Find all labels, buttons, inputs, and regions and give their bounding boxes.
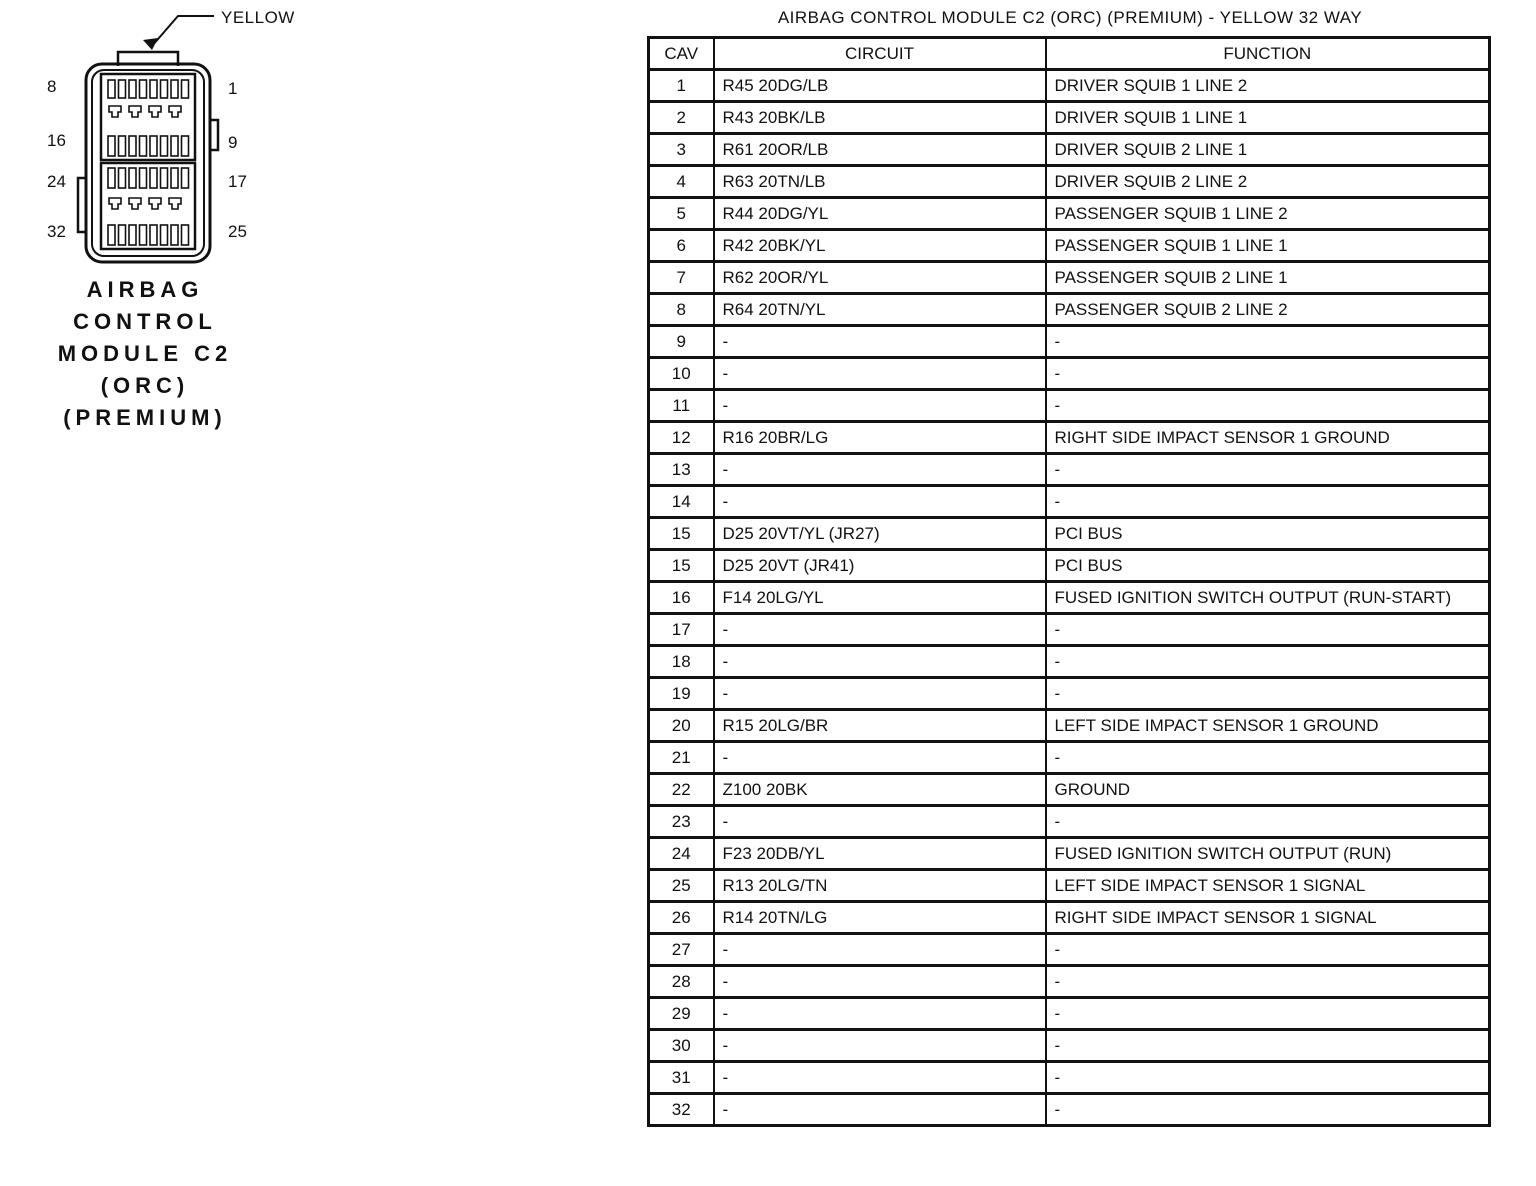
cav-cell: 8 (649, 294, 714, 326)
terminal-cavity (108, 136, 115, 156)
terminal-latch (129, 106, 141, 117)
function-cell: DRIVER SQUIB 2 LINE 2 (1046, 166, 1490, 198)
cav-cell: 15 (649, 550, 714, 582)
function-cell: PASSENGER SQUIB 2 LINE 2 (1046, 294, 1490, 326)
cav-cell: 9 (649, 326, 714, 358)
cav-cell: 22 (649, 774, 714, 806)
cav-cell: 29 (649, 998, 714, 1030)
terminal-cavity (129, 80, 136, 98)
connector-diagram (0, 0, 330, 440)
table-row (649, 966, 1490, 998)
table-row (649, 998, 1490, 1030)
function-cell: - (1046, 646, 1490, 678)
terminal-cavity (171, 168, 178, 188)
circuit-cell: - (714, 358, 1046, 390)
terminal-cavity (161, 136, 168, 156)
module-title-line: MODULE C2 (57, 341, 233, 366)
module-title-line: CONTROL (73, 309, 217, 334)
terminal-cavity (171, 136, 178, 156)
cav-cell: 12 (649, 422, 714, 454)
circuit-cell: R62 20OR/YL (714, 262, 1046, 294)
cav-cell: 10 (649, 358, 714, 390)
circuit-cell: R14 20TN/LG (714, 902, 1046, 934)
table-row (649, 230, 1490, 262)
pin-label-1: 1 (228, 79, 238, 98)
cav-cell: 7 (649, 262, 714, 294)
circuit-cell: - (714, 614, 1046, 646)
circuit-cell: R44 20DG/YL (714, 198, 1046, 230)
table-row (649, 1030, 1490, 1062)
table-row (649, 774, 1490, 806)
cav-cell: 6 (649, 230, 714, 262)
terminal-cavity (182, 168, 189, 188)
table-row (649, 518, 1490, 550)
function-cell: - (1046, 966, 1490, 998)
function-cell: - (1046, 934, 1490, 966)
cav-cell: 24 (649, 838, 714, 870)
circuit-cell: - (714, 646, 1046, 678)
circuit-cell: - (714, 326, 1046, 358)
circuit-cell: - (714, 1094, 1046, 1126)
pin-label-24: 24 (47, 172, 66, 191)
terminal-cavity (150, 225, 157, 245)
table-row (649, 102, 1490, 134)
circuit-cell: R63 20TN/LB (714, 166, 1046, 198)
terminal-cavity (150, 168, 157, 188)
circuit-cell: F23 20DB/YL (714, 838, 1046, 870)
terminal-cavity (129, 225, 136, 245)
circuit-cell: R45 20DG/LB (714, 70, 1046, 102)
function-cell: - (1046, 390, 1490, 422)
function-cell: LEFT SIDE IMPACT SENSOR 1 SIGNAL (1046, 870, 1490, 902)
function-cell: PCI BUS (1046, 550, 1490, 582)
table-row (649, 422, 1490, 454)
function-cell: DRIVER SQUIB 2 LINE 1 (1046, 134, 1490, 166)
table-row (649, 454, 1490, 486)
terminal-latch (149, 106, 161, 117)
circuit-cell: R13 20LG/TN (714, 870, 1046, 902)
table-row (649, 614, 1490, 646)
table-row (649, 294, 1490, 326)
table-row (649, 870, 1490, 902)
terminal-cavity (161, 225, 168, 245)
cav-cell: 14 (649, 486, 714, 518)
terminal-cavity (150, 136, 157, 156)
function-cell: FUSED IGNITION SWITCH OUTPUT (RUN-START) (1046, 582, 1490, 614)
table-row (649, 710, 1490, 742)
circuit-cell: Z100 20BK (714, 774, 1046, 806)
cav-cell: 25 (649, 870, 714, 902)
module-title-line: AIRBAG (86, 277, 204, 302)
table-header-row (649, 38, 1490, 70)
circuit-cell: - (714, 390, 1046, 422)
table-row (649, 390, 1490, 422)
function-cell: - (1046, 806, 1490, 838)
pin-label-8: 8 (47, 77, 57, 96)
circuit-cell: - (714, 806, 1046, 838)
function-cell: - (1046, 1094, 1490, 1126)
terminal-cavity (140, 136, 147, 156)
function-cell: - (1046, 326, 1490, 358)
function-cell: DRIVER SQUIB 1 LINE 2 (1046, 70, 1490, 102)
circuit-cell: R42 20BK/YL (714, 230, 1046, 262)
cav-cell: 27 (649, 934, 714, 966)
function-cell: - (1046, 358, 1490, 390)
circuit-cell: F14 20LG/YL (714, 582, 1046, 614)
circuit-cell: - (714, 934, 1046, 966)
function-cell: - (1046, 454, 1490, 486)
table-row (649, 166, 1490, 198)
function-cell: - (1046, 486, 1490, 518)
function-cell: - (1046, 998, 1490, 1030)
function-cell: LEFT SIDE IMPACT SENSOR 1 GROUND (1046, 710, 1490, 742)
pinout-table (647, 36, 1491, 1127)
function-cell: - (1046, 678, 1490, 710)
circuit-cell: - (714, 998, 1046, 1030)
terminal-cavity (119, 136, 126, 156)
table-row (649, 806, 1490, 838)
circuit-cell: - (714, 454, 1046, 486)
circuit-cell: R15 20LG/BR (714, 710, 1046, 742)
terminal-cavity (182, 136, 189, 156)
module-title-line: (ORC) (100, 373, 190, 398)
circuit-cell: D25 20VT/YL (JR27) (714, 518, 1046, 550)
cav-cell: 13 (649, 454, 714, 486)
table-row (649, 678, 1490, 710)
circuit-cell: R64 20TN/YL (714, 294, 1046, 326)
function-cell: RIGHT SIDE IMPACT SENSOR 1 SIGNAL (1046, 902, 1490, 934)
pin-label-32: 32 (47, 222, 66, 241)
function-cell: DRIVER SQUIB 1 LINE 1 (1046, 102, 1490, 134)
table-row (649, 646, 1490, 678)
terminal-cavity (140, 80, 147, 98)
terminal-latch (169, 198, 181, 209)
table-row (649, 902, 1490, 934)
table-row (649, 262, 1490, 294)
circuit-cell: D25 20VT (JR41) (714, 550, 1046, 582)
terminal-cavity (140, 225, 147, 245)
pin-label-25: 25 (228, 222, 247, 241)
function-cell: - (1046, 742, 1490, 774)
terminal-cavity (119, 225, 126, 245)
header-circuit: CIRCUIT (714, 38, 1046, 70)
terminal-cavity (119, 80, 126, 98)
function-cell: PCI BUS (1046, 518, 1490, 550)
function-cell: FUSED IGNITION SWITCH OUTPUT (RUN) (1046, 838, 1490, 870)
terminal-cavity (171, 80, 178, 98)
pin-label-9: 9 (228, 133, 238, 152)
function-cell: - (1046, 1062, 1490, 1094)
table-row (649, 358, 1490, 390)
module-title-line: (PREMIUM) (63, 405, 227, 430)
table-row (649, 198, 1490, 230)
function-cell: PASSENGER SQUIB 2 LINE 1 (1046, 262, 1490, 294)
terminal-cavity (140, 168, 147, 188)
cav-cell: 28 (649, 966, 714, 998)
circuit-cell: - (714, 742, 1046, 774)
cav-cell: 30 (649, 1030, 714, 1062)
color-label: YELLOW (221, 8, 295, 27)
table-row (649, 1094, 1490, 1126)
circuit-cell: - (714, 1030, 1046, 1062)
table-row (649, 1062, 1490, 1094)
cav-cell: 26 (649, 902, 714, 934)
cav-cell: 23 (649, 806, 714, 838)
cav-cell: 19 (649, 678, 714, 710)
cav-cell: 16 (649, 582, 714, 614)
cav-cell: 32 (649, 1094, 714, 1126)
circuit-cell: - (714, 486, 1046, 518)
function-cell: GROUND (1046, 774, 1490, 806)
circuit-cell: - (714, 678, 1046, 710)
terminal-latch (109, 106, 121, 117)
function-cell: RIGHT SIDE IMPACT SENSOR 1 GROUND (1046, 422, 1490, 454)
table-row (649, 742, 1490, 774)
terminal-cavity (171, 225, 178, 245)
terminal-cavity (108, 80, 115, 98)
table-row (649, 486, 1490, 518)
terminal-cavity (129, 168, 136, 188)
cav-cell: 20 (649, 710, 714, 742)
cav-cell: 2 (649, 102, 714, 134)
cav-cell: 5 (649, 198, 714, 230)
cav-cell: 31 (649, 1062, 714, 1094)
header-function: FUNCTION (1046, 38, 1490, 70)
terminal-cavity (108, 168, 115, 188)
table-row (649, 134, 1490, 166)
table-row (649, 934, 1490, 966)
circuit-cell: R61 20OR/LB (714, 134, 1046, 166)
cav-cell: 18 (649, 646, 714, 678)
table-title: AIRBAG CONTROL MODULE C2 (ORC) (PREMIUM) - YELLOW 32 WAY (777, 8, 1363, 27)
cav-cell: 21 (649, 742, 714, 774)
terminal-latch (169, 106, 181, 117)
cav-cell: 17 (649, 614, 714, 646)
terminal-cavity (161, 80, 168, 98)
table-row (649, 70, 1490, 102)
terminal-latch (129, 198, 141, 209)
terminal-cavity (182, 225, 189, 245)
cav-cell: 3 (649, 134, 714, 166)
cav-cell: 11 (649, 390, 714, 422)
pin-label-17: 17 (228, 172, 247, 191)
function-cell: - (1046, 1030, 1490, 1062)
table-row (649, 838, 1490, 870)
terminal-cavity (108, 225, 115, 245)
circuit-cell: R43 20BK/LB (714, 102, 1046, 134)
cav-cell: 15 (649, 518, 714, 550)
terminal-cavity (119, 168, 126, 188)
cav-cell: 4 (649, 166, 714, 198)
terminal-cavity (182, 80, 189, 98)
pin-label-16: 16 (47, 131, 66, 150)
terminal-latch (109, 198, 121, 209)
circuit-cell: - (714, 1062, 1046, 1094)
table-row (649, 550, 1490, 582)
module-title (40, 274, 250, 434)
terminal-cavity (161, 168, 168, 188)
function-cell: PASSENGER SQUIB 1 LINE 1 (1046, 230, 1490, 262)
cav-cell: 1 (649, 70, 714, 102)
table-row (649, 326, 1490, 358)
circuit-cell: R16 20BR/LG (714, 422, 1046, 454)
terminal-latch (149, 198, 161, 209)
function-cell: PASSENGER SQUIB 1 LINE 2 (1046, 198, 1490, 230)
function-cell: - (1046, 614, 1490, 646)
circuit-cell: - (714, 966, 1046, 998)
table-row (649, 582, 1490, 614)
terminal-cavity (150, 80, 157, 98)
header-cav: CAV (649, 38, 714, 70)
terminal-cavity (129, 136, 136, 156)
